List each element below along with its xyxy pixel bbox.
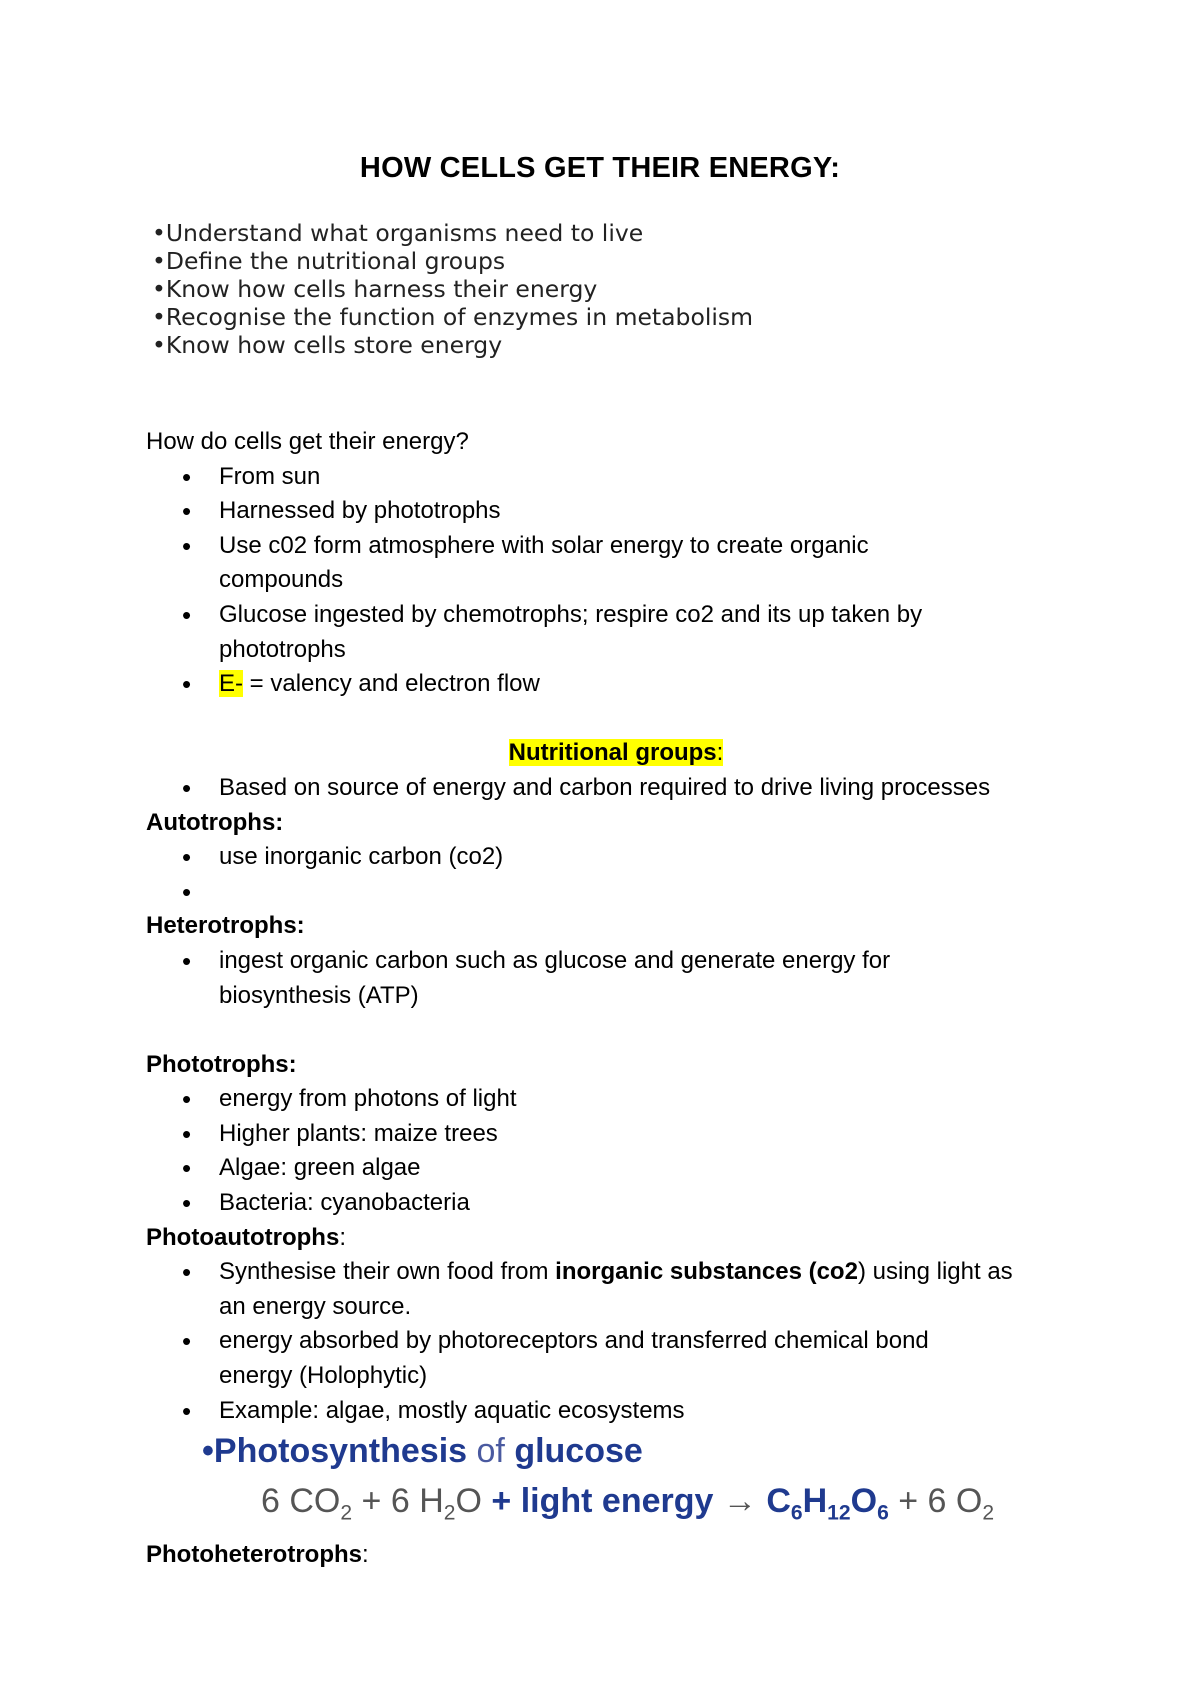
document-body <box>146 425 1086 1573</box>
subscript: 2 <box>340 1501 353 1525</box>
list-item <box>146 598 1086 667</box>
nutritional-heading <box>146 736 1086 771</box>
heterotrophs-list <box>146 944 1086 1013</box>
heading-text: Photoheterotrophs <box>146 1541 362 1569</box>
autotrophs-heading: Autotrophs: <box>146 808 284 836</box>
list-item <box>146 1255 1086 1324</box>
heading-text: Photoautotrophs <box>146 1223 340 1251</box>
list-item: • Higher plants: maize trees <box>146 1117 1086 1152</box>
objective-item: •Know how cells store energy <box>152 331 503 359</box>
chemical-equation <box>261 1482 995 1525</box>
list-item-line: phototrophs <box>219 635 346 663</box>
equation-term: 6 CO <box>261 1482 341 1521</box>
list-item <box>146 944 1086 1013</box>
bold-text: inorganic substances (co2 <box>555 1258 858 1286</box>
photoautotrophs-list <box>146 1255 1086 1428</box>
equation-term: + 6 O <box>888 1482 983 1521</box>
subscript: 12 <box>827 1501 851 1525</box>
list-item <box>146 667 1086 702</box>
equation-word: Photosynthesis <box>213 1432 468 1471</box>
intro-list <box>146 460 1086 702</box>
phototrophs-list <box>146 1082 1086 1220</box>
phototrophs-heading: Phototrophs: <box>146 1050 297 1078</box>
photoheterotrophs-heading <box>146 1538 1086 1573</box>
equation-word: of <box>467 1432 515 1471</box>
heterotrophs-heading: Heterotrophs: <box>146 912 305 940</box>
equation-term: + light energy <box>491 1482 714 1521</box>
equation-title <box>202 1434 643 1469</box>
objectives-list <box>152 219 753 359</box>
empty-list-item <box>146 875 1086 910</box>
list-item: • Example: algae, mostly aquatic ecosystems <box>146 1394 1086 1429</box>
equation-term: O <box>850 1482 878 1521</box>
list-item-line: ingest organic carbon such as glucose and generate energy for <box>219 946 891 974</box>
equation-term: O <box>455 1482 492 1521</box>
list-item: • Algae: green algae <box>146 1151 1086 1186</box>
page-title: HOW CELLS GET THEIR ENERGY: <box>359 152 841 184</box>
equation-term: H <box>802 1482 828 1521</box>
equation-word: glucose <box>514 1432 643 1471</box>
subscript: 2 <box>443 1501 456 1525</box>
objective-item: •Define the nutritional groups <box>152 247 506 275</box>
subscript: 6 <box>877 1501 889 1525</box>
arrow: → <box>713 1482 767 1521</box>
bullet-mark: • <box>202 1432 214 1471</box>
highlighted-heading: Nutritional groups <box>508 739 717 767</box>
list-item: • use inorganic carbon (co2) <box>146 840 1086 875</box>
objective-item: •Understand what organisms need to live <box>152 219 644 247</box>
subscript: 6 <box>790 1501 803 1525</box>
list-item: • From sun <box>146 460 1086 495</box>
photosynthesis-equation-image <box>146 1428 1086 1538</box>
autotrophs-list <box>146 840 1086 909</box>
list-item-line: Glucose ingested by chemotrophs; respire co2 and its up taken by <box>219 600 923 628</box>
list-item-line: Use c02 form atmosphere with solar energy to create organic <box>219 531 869 559</box>
list-item: • Based on source of energy and carbon required to drive living processes <box>146 771 1086 806</box>
objective-item: •Recognise the function of enzymes in metabolism <box>152 303 754 331</box>
list-item-text: = valency and electron flow <box>243 670 540 698</box>
intro-question: How do cells get their energy? <box>146 428 469 455</box>
list-item-text: ) using light as <box>857 1258 1013 1286</box>
heading-colon: : <box>716 739 724 767</box>
list-item: • Harnessed by phototrophs <box>146 494 1086 529</box>
list-item-line: biosynthesis (ATP) <box>219 981 419 1009</box>
list-item: • energy from photons of light <box>146 1082 1086 1117</box>
equation-term: C <box>766 1482 791 1521</box>
nutritional-list <box>146 771 1086 806</box>
list-item-line: energy absorbed by photoreceptors and transferred chemical bond <box>219 1327 929 1355</box>
highlighted-text: E- <box>219 670 243 698</box>
list-item: • Bacteria: cyanobacteria <box>146 1186 1086 1221</box>
list-item <box>146 1324 1086 1393</box>
objective-item: •Know how cells harness their energy <box>152 275 598 303</box>
heading-colon: : <box>339 1223 346 1251</box>
photoautotrophs-heading <box>146 1221 1086 1256</box>
equation-term: + 6 H <box>352 1482 444 1521</box>
list-item-line: an energy source. <box>219 1292 412 1320</box>
list-item <box>146 529 1086 598</box>
list-item-line: energy (Holophytic) <box>219 1362 428 1390</box>
heading-colon: : <box>362 1541 369 1569</box>
list-item-line: compounds <box>219 566 344 594</box>
subscript: 2 <box>982 1501 995 1525</box>
list-item-text: Synthesise their own food from <box>219 1258 556 1286</box>
